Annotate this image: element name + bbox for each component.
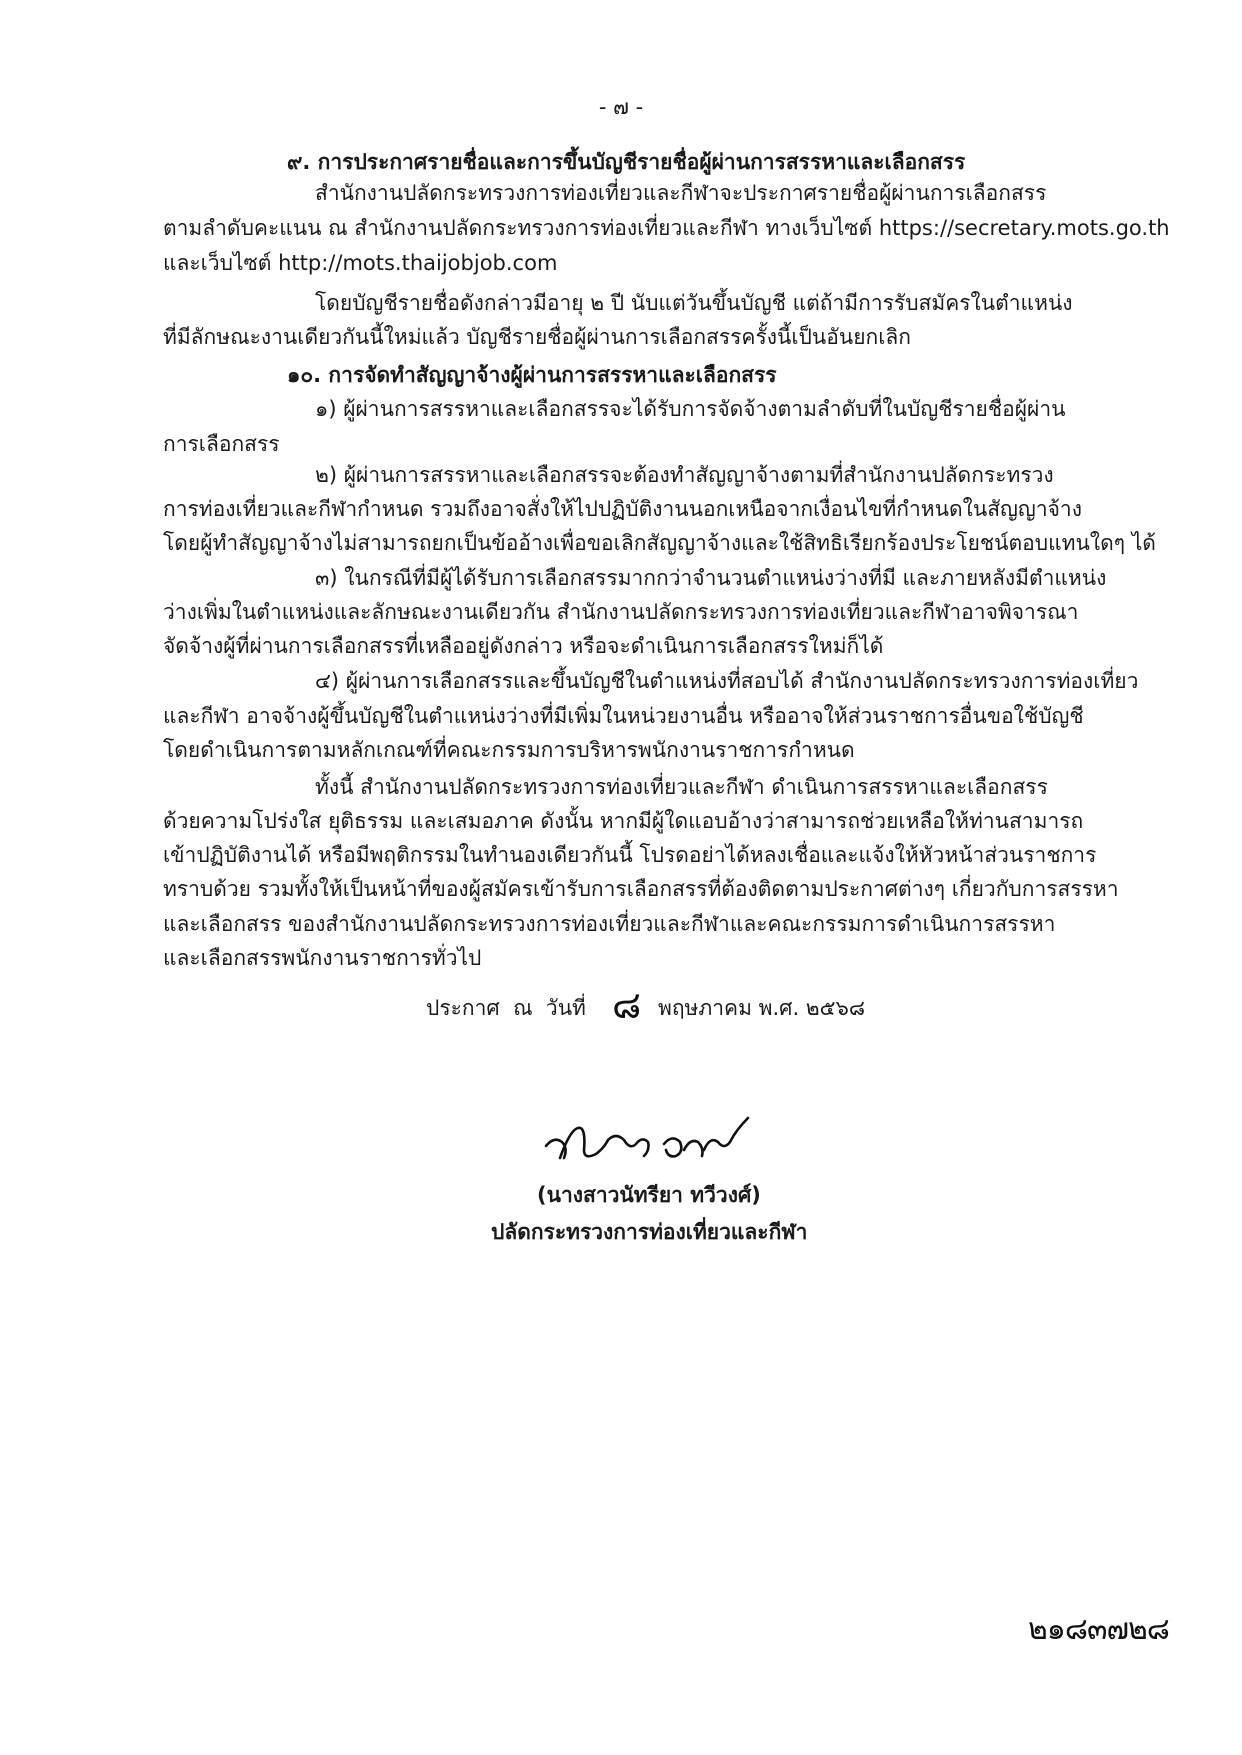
section9-para1-line3: และเว็บไซต์ http://mots.thaijobjob.com	[163, 251, 558, 275]
section10-item2-line1: ๒) ผู้ผ่านการสรรหาและเลือกสรรจะต้องทำสัญญาจ้างตามที่สำนักงานปลัดกระทรวง	[315, 463, 1054, 487]
signatory-name: (นางสาวนัทรียา ทวีวงศ์)	[537, 1183, 761, 1207]
handwritten-day: ๘	[612, 983, 642, 1027]
announcement-prefix: ประกาศ ณ วันที่	[426, 996, 586, 1020]
closing-line2: ด้วยความโปร่งใส ยุติธรรม และเสมอภาค ดังนั้น หากมีผู้ใดแอบอ้างว่าสามารถช่วยเหลือให้ท่านสามารถ	[163, 809, 1084, 833]
handwritten-stamp-number: ๒๑๘๓๗๒๘	[1028, 1612, 1169, 1647]
section9-para1-line2: ตามลำดับคะแนน ณ สำนักงานปลัดกระทรวงการท่องเที่ยวและกีฬา ทางเว็บไซต์ https://secretary.mots.go.th	[163, 216, 1170, 240]
signatory-title: ปลัดกระทรวงการท่องเที่ยวและกีฬา	[491, 1220, 808, 1244]
closing-line1: ทั้งนี้ สำนักงานปลัดกระทรวงการท่องเที่ยวและกีฬา ดำเนินการสรรหาและเลือกสรร	[315, 775, 1048, 799]
section9-para2-line2: ที่มีลักษณะงานเดียวกันนี้ใหม่แล้ว บัญชีรายชื่อผู้ผ่านการเลือกสรรครั้งนี้เป็นอันยกเลิก	[163, 325, 911, 349]
section10-item2-line3: โดยผู้ทำสัญญาจ้างไม่สามารถยกเป็นข้ออ้างเพื่อขอเลิกสัญญาจ้างและใช้สิทธิเรียกร้องประโยชน์ตอบแทนใดๆ ได้	[163, 531, 1156, 555]
section10-item4-line1: ๔) ผู้ผ่านการเลือกสรรและขึ้นบัญชีในตำแหน่งที่สอบได้ สำนักงานปลัดกระทรวงการท่องเที่ยว	[315, 669, 1139, 693]
section10-heading: ๑๐. การจัดทำสัญญาจ้างผู้ผ่านการสรรหาและเลือกสรร	[287, 363, 777, 387]
closing-line3: เข้าปฏิบัติงานได้ หรือมีพฤติกรรมในทำนองเดียวกันนี้ โปรดอย่าได้หลงเชื่อและแจ้งให้หัวหน้าส่วนราชการ	[163, 843, 1097, 867]
section10-item3-line3: จัดจ้างผู้ที่ผ่านการเลือกสรรที่เหลืออยู่ดังกล่าว หรือจะดำเนินการเลือกสรรใหม่ก็ได้	[163, 634, 884, 658]
closing-line5: และเลือกสรร ของสำนักงานปลัดกระทรวงการท่องเที่ยวและกีฬาและคณะกรรมการดำเนินการสรรหา	[163, 912, 1056, 936]
section10-item1-line1: ๑) ผู้ผ่านการสรรหาและเลือกสรรจะได้รับการจัดจ้างตามลำดับที่ในบัญชีรายชื่อผู้ผ่าน	[315, 397, 1066, 421]
page-number: - ๗ -	[598, 95, 644, 119]
section10-item3-line1: ๓) ในกรณีที่มีผู้ได้รับการเลือกสรรมากกว่าจำนวนตำแหน่งว่างที่มี และภายหลังมีตำแหน่ง	[315, 566, 1107, 590]
section9-heading: ๙. การประกาศรายชื่อและการขึ้นบัญชีรายชื่อผู้ผ่านการสรรหาและเลือกสรร	[287, 150, 966, 174]
section10-item4-line2: และกีฬา อาจจ้างผู้ขึ้นบัญชีในตำแหน่งว่างที่มีเพิ่มในหน่วยงานอื่น หรืออาจให้ส่วนราชการอื่นขอใช้บัญชี	[163, 704, 1084, 728]
closing-line4: ทราบด้วย รวมทั้งให้เป็นหน้าที่ของผู้สมัครเข้ารับการเลือกสรรที่ต้องติดตามประกาศต่างๆ เกี่ยวกับการสรรหา	[163, 877, 1119, 901]
announcement-suffix: พฤษภาคม พ.ศ. ๒๕๖๘	[658, 996, 866, 1020]
announcement-date-line	[426, 985, 906, 1029]
section10-item3-line2: ว่างเพิ่มในตำแหน่งและลักษณะงานเดียวกัน สำนักงานปลัดกระทรวงการท่องเที่ยวและกีฬาอาจพิจารณา	[163, 600, 1079, 624]
section9-para1-line1: สำนักงานปลัดกระทรวงการท่องเที่ยวและกีฬาจะประกาศรายชื่อผู้ผ่านการเลือกสรร	[315, 181, 1047, 205]
section9-para2-line1: โดยบัญชีรายชื่อดังกล่าวมีอายุ ๒ ปี นับแต่วันขึ้นบัญชี แต่ถ้ามีการรับสมัครในตำแหน่ง	[315, 291, 1073, 315]
handwritten-signature	[538, 1106, 760, 1172]
section10-item2-line2: การท่องเที่ยวและกีฬากำหนด รวมถึงอาจสั่งให้ไปปฏิบัติงานนอกเหนือจากเงื่อนไขที่กำหนดในสัญญาจ้าง	[163, 497, 1082, 521]
section10-item1-line2: การเลือกสรร	[163, 432, 280, 456]
closing-line6: และเลือกสรรพนักงานราชการทั่วไป	[163, 946, 482, 970]
section10-item4-line3: โดยดำเนินการตามหลักเกณฑ์ที่คณะกรรมการบริหารพนักงานราชการกำหนด	[163, 738, 855, 762]
